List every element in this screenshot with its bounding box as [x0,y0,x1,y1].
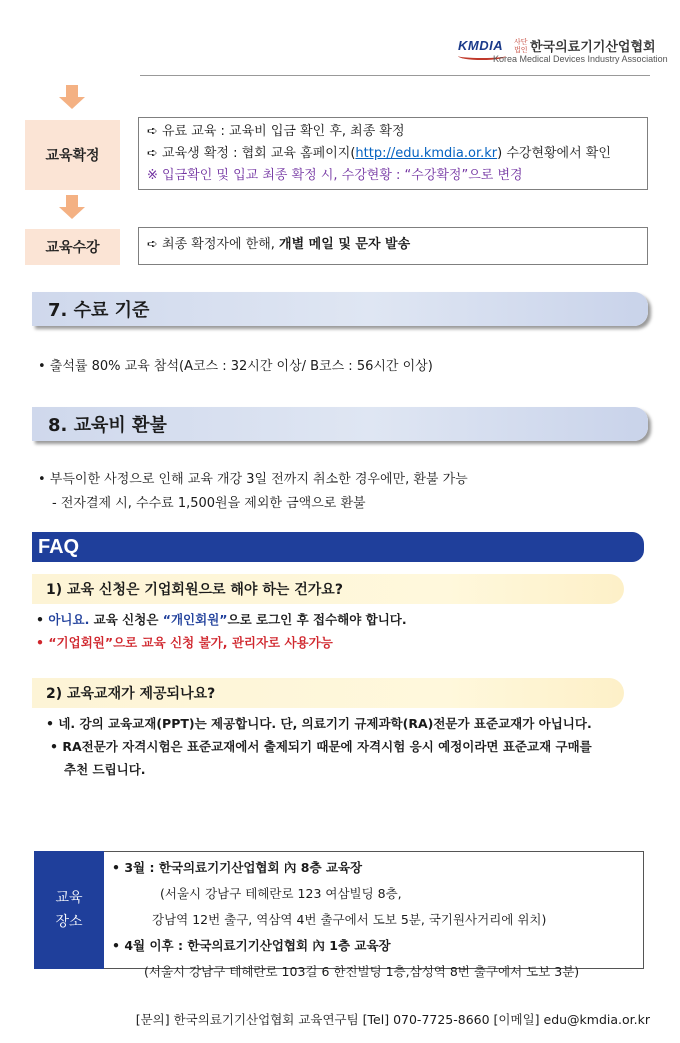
down-arrow-icon [59,85,85,111]
venue-march-address: (서울시 강남구 테헤란로 123 여삼빌딩 8층, [160,886,402,901]
org-name-english: Korea Medical Devices Industry Association [493,54,668,64]
section-title-refund: 8. 교육비 환불 [32,407,648,441]
venue-april-address: (서울시 강남구 테헤란로 103길 6 한진빌딩 1층,삼성역 8번 출구에서 도보 3분) [144,964,580,979]
faq-answer-2-line-3: 추천 드립니다. [64,762,146,777]
step-confirm-line-2: ➪ 교육생 확정 : 협회 교육 홈페이지(http://edu.kmdia.or.kr) 수강현황에서 확인 [147,146,611,161]
venue-details [104,851,644,979]
step-attend-line: ➪ 최종 확정자에 한해, 개별 메일 및 문자 발송 [147,237,411,252]
venue-march-directions: 강남역 12번 출구, 역삼역 4번 출구에서 도보 5분, 국기원사거리에 위치) [152,912,547,927]
org-name-korean: 한국의료기기산업협회 [530,40,656,55]
completion-criteria-text: • 출석률 80% 교육 참석(A코스 : 32시간 이상/ B코스 : 56시간 이상) [38,359,433,374]
org-logo [450,34,668,70]
step-label-attend: 교육수강 [25,229,120,265]
section-title-completion: 7. 수료 기준 [32,292,648,326]
faq-answer-2-line-1: • 네. 강의 교육교재(PPT)는 제공합니다. 단, 의료기기 규제과학(RA)전문가 표준교재가 아닙니다. [46,716,592,731]
step-confirm-note: ※ 입금확인 및 입교 최종 확정 시, 수강현황 : “수강확정”으로 변경 [147,168,523,183]
venue-label: 교육 장소 [34,851,104,969]
faq-answer-1-line-1: • 아니요. 교육 신청은 “개인회원”으로 로그인 후 접수해야 합니다. [36,612,407,627]
venue-march: • 3월 : 한국의료기기산업협회 內 8층 교육장 [112,860,363,875]
contact-footer: [문의] 한국의료기기산업협회 교육연구팀 [Tel] 070-7725-8660 [이메일] edu@kmdia.or.kr [135,1012,650,1027]
faq-title: FAQ [32,532,644,562]
faq-question-2: 2) 교육교재가 제공되나요? [32,678,624,708]
faq-question-1: 1) 교육 신청은 기업회원으로 해야 하는 건가요? [32,574,624,604]
logo-mark: KMDIA [458,38,504,53]
step-box-attend [138,227,648,265]
venue-april: • 4월 이후 : 한국의료기기산업협회 內 1층 교육장 [112,938,391,953]
faq-answer-1-line-2: • “기업회원”으로 교육 신청 불가, 관리자로 사용가능 [36,635,333,650]
step-box-confirm [138,117,648,190]
step-label-confirm: 교육확정 [25,120,120,190]
step-confirm-line-1: ➪ 유료 교육 : 교육비 입금 확인 후, 최종 확정 [147,124,405,139]
faq-answer-2-line-2: • RA전문가 자격시험은 표준교재에서 출제되기 때문에 자격시험 응시 예정이라면 표준교재 구매를 [50,739,592,754]
logo-small-text: 사단법인 [514,38,528,54]
refund-text-1: • 부득이한 사정으로 인해 교육 개강 3일 전까지 취소한 경우에만, 환불 가능 [38,472,468,487]
down-arrow-icon [59,195,85,221]
edu-homepage-link[interactable]: http://edu.kmdia.or.kr [355,146,498,161]
header-divider [140,75,650,76]
refund-text-2: - 전자결제 시, 수수료 1,500원을 제외한 금액으로 환불 [52,496,366,511]
